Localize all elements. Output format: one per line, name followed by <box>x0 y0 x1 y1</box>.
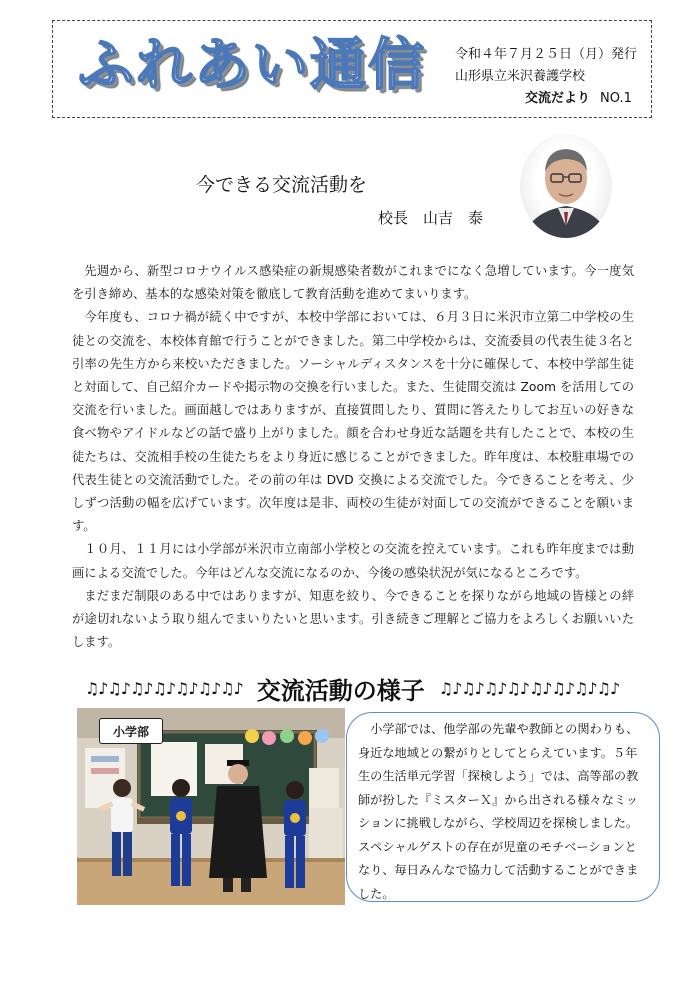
photo-label: 小学部 <box>99 718 163 744</box>
issue-info <box>455 44 637 110</box>
principal-portrait <box>520 134 612 238</box>
issue-number: NO.1 <box>600 91 632 106</box>
series-name: 交流だより <box>525 91 591 106</box>
article-paragraph-4: まだまだ制限のある中ではありますが、知恵を絞り、今できることを探りながら地域の皆様との絆が途切れないよう取り組んでまいりたいと思います。引き続きご理解とご協力をよろしくお願いいたします。 <box>72 588 634 650</box>
photo-caption: 小学部では、他学部の先輩や教師との関わりも、身近な地域との繋がりとしてとらえています。５年生の生活単元学習「探検しよう」では、高等部の教師が扮した『ミスターＸ』から出される様々なミッションに挑戦しながら、学校周辺を探検しました。スペシャルゲストの存在が児童のモチベーションとなり、毎日みんなで協力して活動することができました。 <box>358 722 639 901</box>
article-paragraph-1: 先週から、新型コロナウイルス感染症の新規感染者数がこれまでになく急増しています。今一度気を引き締め、基本的な感染対策を徹底して教育活動を進めてまいります。 <box>72 264 634 302</box>
article-paragraph-3: １０月、１１月には小学部が米沢市立南部小学校との交流を控えています。これも昨年度までは動画による交流でした。今年はどんな交流になるのか、今後の感染状況が気になるところです。 <box>72 542 634 580</box>
series-line <box>455 88 637 110</box>
article-body <box>72 260 634 654</box>
section-title: 交流活動の様子 <box>256 676 425 705</box>
music-notes-right-icon: ♫♪♫♪♫♪♫♪♫♪♫♪♫♪♫♪ <box>438 678 620 698</box>
school-name: 山形県立米沢養護学校 <box>455 69 586 84</box>
article-author: 校長 山吉 泰 <box>378 209 484 227</box>
newsletter-masthead: ふれあい通信 <box>78 33 426 98</box>
article-paragraph-2: 今年度も、コロナ禍が続く中ですが、本校中学部においては、６月３日に米沢市立第二中学校の生徒との交流を、本校体育館で行うことができました。第二中学校からは、交流委員の代表生徒３名と引率の先生方から来校いただきました。ソーシャルディスタンスを十分に確保して、本校中学部生徒と対面して、自己紹介カードや掲示物の交換を行いました。また、生徒間交流は Zoom を活用しての交流を行いました。画面越しではありますが、直接質問したり、質問に答えたりしてお互いの好きな食べ物やアイドルなどの話で盛り上がりました。顔を合わせ身近な話題を共有したことで、本校の生徒たちは、交流相手校の生徒たちをより身近に感じることができました。昨年度は、本校駐車場での代表生徒との交流活動でした。その前の年は DVD 交換による交流でした。今できることを考え、少しずつ活動の幅を広げています。次年度は是非、両校の生徒が対面しての交流ができることを願います。 <box>72 310 634 534</box>
music-notes-left-icon: ♫♪♫♪♫♪♫♪♫♪♫♪♫♪ <box>84 678 243 698</box>
issue-date: 令和４年７月２５日（月）発行 <box>455 47 638 62</box>
section-heading <box>52 672 652 704</box>
article-title: 今できる交流活動を <box>196 174 368 196</box>
